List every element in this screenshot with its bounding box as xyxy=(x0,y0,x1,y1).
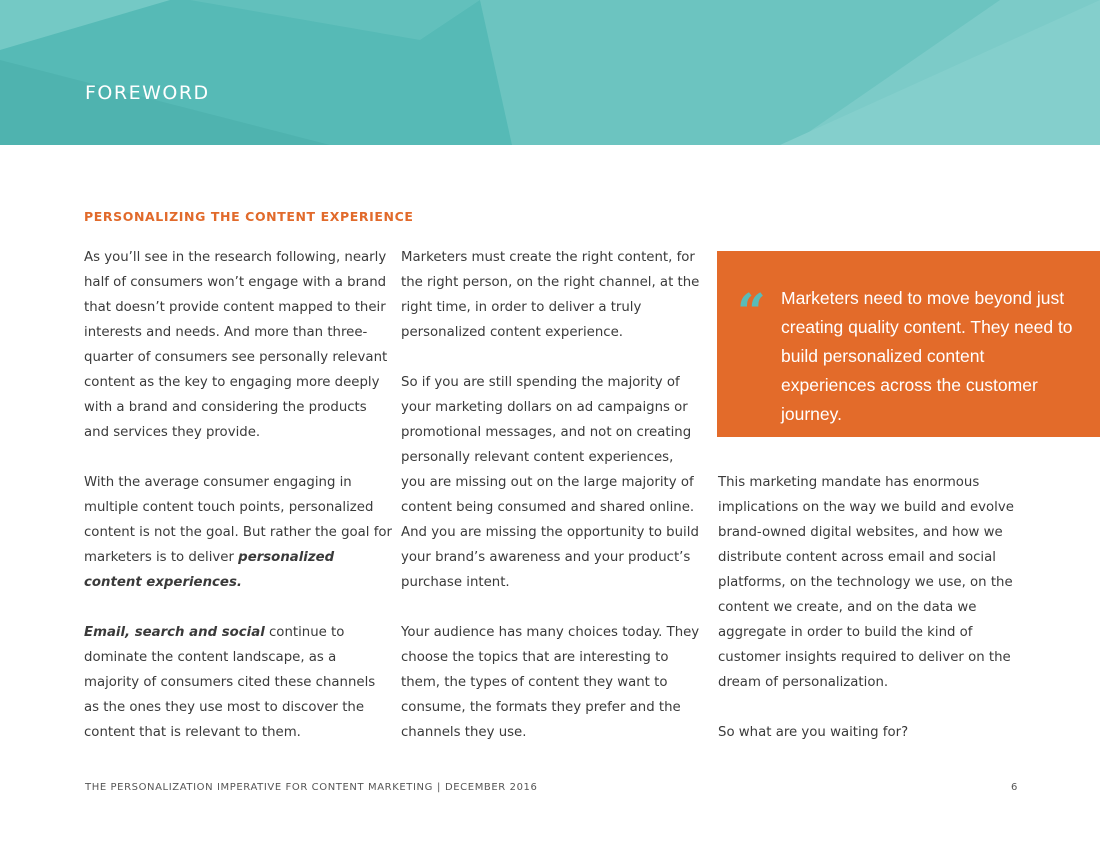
paragraph: So what are you waiting for? xyxy=(718,725,909,740)
pull-quote-text: Marketers need to move beyond just creating quality content. They need to build personalized content experiences across the customer journey. xyxy=(781,288,1073,424)
paragraph-text: continue to dominate the content landscape, as a majority of consumers cited these channels as the ones they use most to discover the content that is relevant to them. xyxy=(84,625,376,740)
footer-separator: | xyxy=(436,782,441,793)
emphasis-text: Email, search and social xyxy=(84,625,265,640)
text-column-2 xyxy=(401,245,701,745)
paragraph: Marketers must create the right content, for the right person, on the right channel, at the right time, in order to deliver a truly personalized content experience. xyxy=(401,250,700,340)
paragraph: This marketing mandate has enormous implications on the way we build and evolve brand-owned digital websites, and how we distribute content across email and social platforms, on the technology we use, on the content we create, and on the data we aggregate in order to build the kind of customer insights required to deliver on the dream of personalization. xyxy=(718,475,1014,690)
footer xyxy=(85,782,537,793)
page-number: 6 xyxy=(1011,782,1018,793)
section-heading: PERSONALIZING THE CONTENT EXPERIENCE xyxy=(84,209,414,224)
paragraph xyxy=(84,470,394,595)
text-column-1 xyxy=(84,245,394,745)
paragraph: As you’ll see in the research following, nearly half of consumers won’t engage with a brand that doesn’t provide content mapped to their interests and needs. And more than three-quarter of consumers see personally relevant content as the key to engaging more deeply with a brand and considering the products and services they provide. xyxy=(84,250,388,440)
emphasis-text: personalized content experiences. xyxy=(84,550,335,590)
text-column-3 xyxy=(718,470,1018,745)
quote-mark-icon: “ xyxy=(737,282,766,341)
page-title: FOREWORD xyxy=(85,82,210,104)
paragraph-text: With the average consumer engaging in multiple content touch points, personalized content is not the goal. But rather the goal for marketers is to deliver xyxy=(84,475,393,565)
footer-doc-title: THE PERSONALIZATION IMPERATIVE FOR CONTENT MARKETING xyxy=(85,782,433,793)
footer-date: DECEMBER 2016 xyxy=(444,782,538,793)
banner-background-shapes xyxy=(0,0,1100,145)
paragraph: Your audience has many choices today. They choose the topics that are interesting to them, the types of content they want to consume, the formats they prefer and the channels they use. xyxy=(401,625,700,740)
paragraph: So if you are still spending the majority of your marketing dollars on ad campaigns or promotional messages, and not on creating personally relevant content experiences, you are missing out on the large majority of content being consumed and shared online. And you are missing the opportunity to build your brand’s awareness and your product’s purchase intent. xyxy=(401,375,699,590)
pull-quote xyxy=(717,251,1100,437)
paragraph xyxy=(84,620,394,745)
header-banner xyxy=(0,0,1100,145)
